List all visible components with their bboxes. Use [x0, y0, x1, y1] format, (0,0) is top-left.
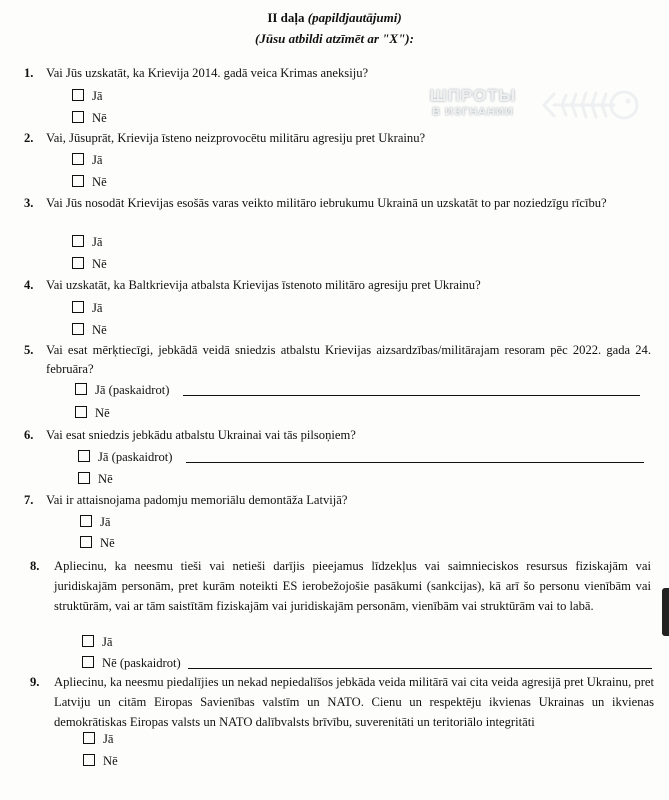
option-label: Nē [92, 111, 107, 125]
explanation-line[interactable] [186, 462, 644, 463]
option-label: Jā [92, 89, 103, 103]
checkbox[interactable] [80, 515, 92, 527]
part-title: II daļa [267, 10, 305, 25]
question-text: Apliecinu, ka neesmu tieši vai netieši darījis pieejamus līdzekļus vai saimnieciskos resursus fiziskajām vai juridiskajām personām, pret kurām noteikti ES ierobežojošie pasākumi (sankcijas), kā arī šo personu vienībām vai struktūrām, vai ar tām saistītām fiziskajām vai juridiskajām personām, vienībām vai struktūrām vai to labā. [54, 559, 651, 613]
checkbox[interactable] [75, 406, 87, 418]
checkbox[interactable] [78, 472, 90, 484]
checkbox[interactable] [83, 754, 95, 766]
option-label: Jā (paskaidrot) [95, 383, 170, 397]
part-title-note: (papildjautājumi) [307, 10, 402, 25]
option-label: Nē [92, 175, 107, 189]
option-label: Nē [92, 323, 107, 337]
watermark [400, 84, 642, 126]
instruction-text: (Jūsu atbildi atzīmēt ar "X"): [255, 31, 414, 46]
checkbox[interactable] [80, 536, 92, 548]
watermark-line1: ШПРОТЫ [429, 86, 517, 105]
checkbox[interactable] [75, 383, 87, 395]
watermark-line2: В ИЗГНАНИИ [432, 106, 514, 118]
question-number: 4. [24, 278, 34, 292]
question-text: Vai Jūs uzskatāt, ka Krievija 2014. gadā veica Krimas aneksiju? [46, 66, 369, 80]
checkbox[interactable] [72, 89, 84, 101]
question-text: Apliecinu, ka neesmu piedalījies un nekad nepiedalīšos jebkāda veida militārā vai cita veida agresijā pret Ukrainu, pret Latviju un citām Eiropas Savienības valstīm un NATO. Cienu un respektēju ikvienas Ukrainas un ikvienas demokrātiskas Eiropas valsts un NATO dalībvalsts brīvību, suverenitāti un teritoriālo integritāti [54, 675, 654, 729]
question-number: 2. [24, 131, 34, 145]
option-label: Jā (paskaidrot) [98, 450, 173, 464]
checkbox[interactable] [72, 175, 84, 187]
q5-option-yes[interactable] [75, 382, 640, 398]
question-number: 9. [30, 675, 40, 689]
checkbox[interactable] [82, 656, 94, 668]
checkbox[interactable] [72, 235, 84, 247]
checkbox[interactable] [72, 301, 84, 313]
option-label: Nē [100, 536, 115, 550]
question-text: Vai esat sniedzis jebkādu atbalstu Ukrainai vai tās pilsoņiem? [46, 428, 356, 442]
question-text: Vai, Jūsuprāt, Krievija īsteno neizprovocētu militāru agresiju pret Ukrainu? [46, 131, 426, 145]
option-label: Nē [95, 406, 110, 420]
checkbox[interactable] [72, 111, 84, 123]
part-heading [0, 10, 669, 26]
option-label: Jā [92, 301, 103, 315]
checkbox[interactable] [72, 153, 84, 165]
q8-option-no[interactable] [82, 655, 652, 671]
checkbox[interactable] [78, 450, 90, 462]
question-text: Vai Jūs nosodāt Krievijas esošās varas veikto militāro iebrukumu Ukrainā un uzskatāt to par noziedzīgu rīcību? [46, 196, 607, 210]
question-number: 8. [30, 559, 40, 573]
checkbox[interactable] [72, 257, 84, 269]
question-text: Vai uzskatāt, ka Baltkrievija atbalsta Krievijas īstenoto militāro agresiju pret Ukrainu? [46, 278, 481, 292]
option-label: Jā [92, 235, 103, 249]
checkbox[interactable] [72, 323, 84, 335]
question-number: 3. [24, 196, 34, 210]
option-label: Jā [100, 515, 111, 529]
question-number: 6. [24, 428, 34, 442]
explanation-line[interactable] [188, 668, 652, 669]
question-text: Vai ir attaisnojama padomju memoriālu demontāža Latvijā? [46, 493, 348, 507]
question-number: 5. [24, 343, 34, 357]
question-number: 7. [24, 493, 34, 507]
option-label: Nē [98, 472, 113, 486]
explanation-line[interactable] [183, 395, 640, 396]
checkbox[interactable] [82, 635, 94, 647]
checkbox[interactable] [83, 732, 95, 744]
option-label: Nē [103, 754, 118, 768]
option-label: Nē (paskaidrot) [102, 656, 181, 670]
sprat-fish-skeleton-icon [540, 86, 640, 124]
question-number: 1. [24, 66, 34, 80]
option-label: Jā [102, 635, 113, 649]
option-label: Jā [92, 153, 103, 167]
option-label: Jā [103, 732, 114, 746]
option-label: Nē [92, 257, 107, 271]
q6-option-yes[interactable] [78, 449, 644, 465]
question-text: Vai esat mērķtiecīgi, jebkādā veidā sniedzis atbalstu Krievijas aizsardzības/militārajam resoram pēc 2022. gada 24. februāra? [46, 343, 651, 376]
screen-edge-handle [662, 588, 669, 636]
